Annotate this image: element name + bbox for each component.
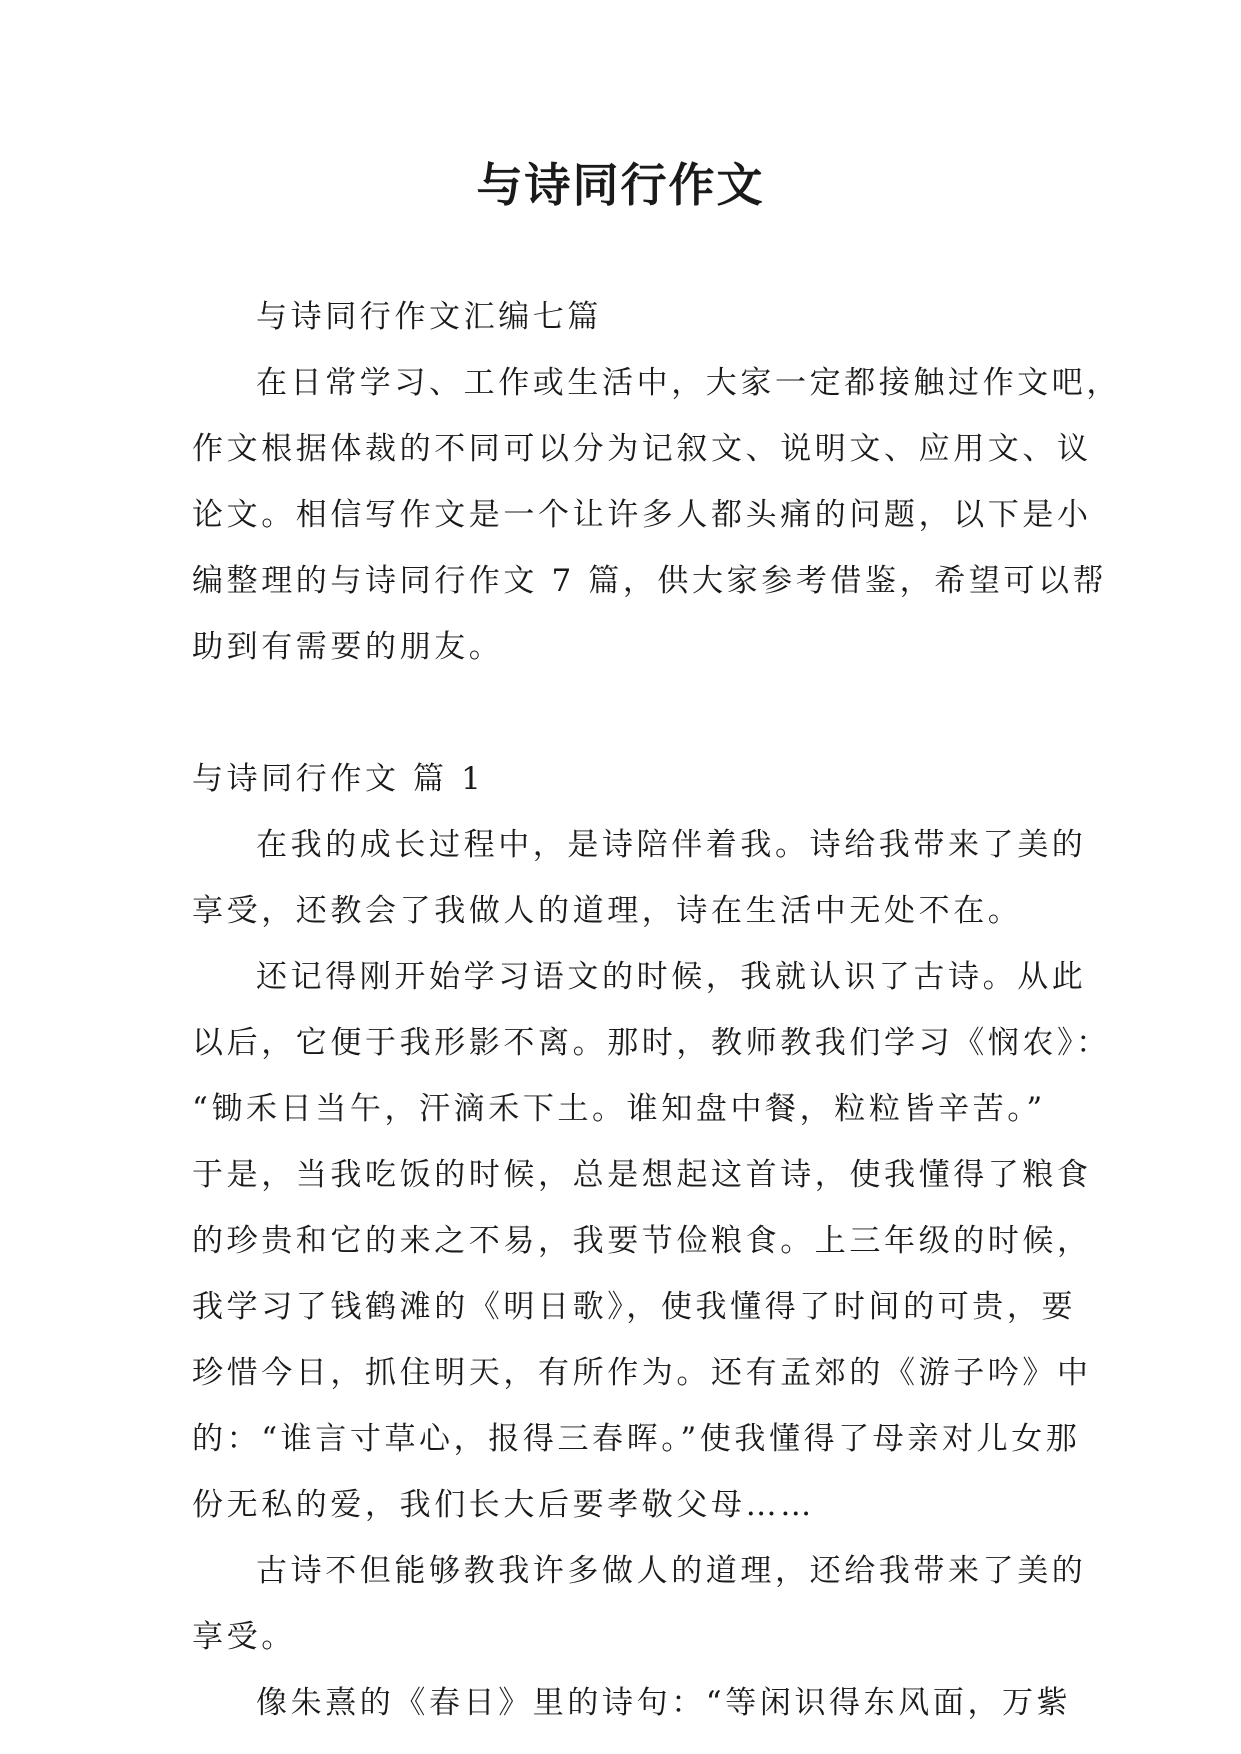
document-title: 与诗同行作文 — [476, 158, 765, 212]
section-line: 我学习了钱鹤滩的《明日歌》，使我懂得了时间的可贵，要 — [192, 1289, 1077, 1325]
section-line: 珍惜今日，抓住明天，有所作为。还有孟郊的《游子吟》中 — [192, 1355, 1092, 1391]
intro-line: 在日常学习、工作或生活中，大家一定都接触过作文吧， — [256, 365, 1121, 401]
section-line: 还记得刚开始学习语文的时候，我就认识了古诗。从此 — [256, 959, 1087, 995]
section-heading: 与诗同行作文 篇 1 — [192, 761, 485, 797]
document-body — [192, 284, 1121, 1736]
section-line: 享受。 — [192, 1619, 296, 1655]
intro-paragraph — [192, 350, 1121, 680]
section-line: 在我的成长过程中，是诗陪伴着我。诗给我带来了美的 — [256, 827, 1087, 863]
intro-line: 助到有需要的朋友。 — [192, 629, 504, 665]
section-line: 于是，当我吃饭的时候，总是想起这首诗，使我懂得了粮食 — [192, 1157, 1092, 1193]
intro-line: 论文。相信写作文是一个让许多人都头痛的问题，以下是小 — [192, 497, 1092, 533]
section-line: 份无私的爱，我们长大后要孝敬父母…… — [192, 1487, 815, 1523]
section-line: 像朱熹的《春日》里的诗句：“等闲识得东风面，万紫 — [256, 1685, 1072, 1721]
paragraph-gap — [192, 680, 1072, 746]
section-line: 享受，还教会了我做人的道理，诗在生活中无处不在。 — [192, 893, 1023, 929]
section-line: “锄禾日当午，汗滴禾下土。谁知盘中餐，粒粒皆辛苦。” — [192, 1091, 1046, 1127]
intro-line: 编整理的与诗同行作文 7 篇，供大家参考借鉴，希望可以帮 — [192, 563, 1108, 599]
section-line: 以后，它便于我形影不离。那时，教师教我们学习《悯农》： — [192, 1025, 1111, 1061]
section-body — [192, 812, 1111, 1736]
section-line: 的珍贵和它的来之不易，我要节俭粮食。上三年级的时候， — [192, 1223, 1092, 1259]
section-line: 的：“谁言寸草心，报得三春晖。”使我懂得了母亲对儿女那 — [192, 1421, 1081, 1457]
section-line: 古诗不但能够教我许多做人的道理，还给我带来了美的 — [256, 1553, 1087, 1589]
document-subtitle: 与诗同行作文汇编七篇 — [256, 299, 602, 335]
intro-line: 作文根据体裁的不同可以分为记叙文、说明文、应用文、议 — [192, 431, 1092, 467]
